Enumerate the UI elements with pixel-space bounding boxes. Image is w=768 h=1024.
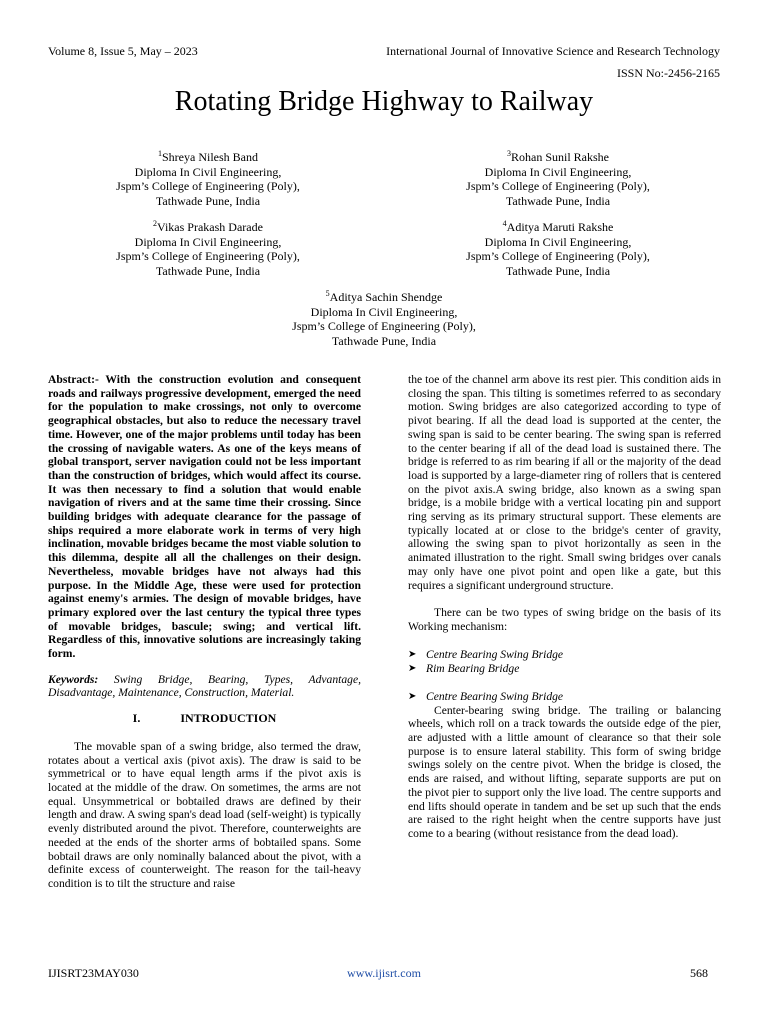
author-place: Tathwade Pune, India	[155, 193, 261, 208]
keywords-text: Swing Bridge, Bearing, Types, Advantage, Disadvantage, Maintenance, Construction, Material.	[48, 672, 361, 700]
list-item: ➤ Centre Bearing Swing Bridge	[408, 647, 564, 661]
author-college: Jspm’s College of Engineering (Poly),	[116, 249, 300, 263]
author-college: Jspm’s College of Engineering (Poly),	[466, 179, 650, 193]
author-dept: Diploma In Civil Engineering,	[134, 164, 282, 179]
author-dept: Diploma In Civil Engineering,	[484, 234, 632, 249]
author-name: Aditya Maruti Rakshe	[506, 220, 614, 234]
author-block-2	[58, 217, 358, 278]
body-paragraph: the toe of the channel arm above its rest pier. This condition aids in closing the span. This tilting is sometimes referred to as secondary motion. Swing bridges are also categorized according to type of pivot bearing. If all the dead load is supported at the center, the swing span is said to be center bearing. The swing span is referred to the center bearing if all of the dead load is sustained there. The bridge is referred to as rim bearing if all or the majority of the dead load is supported by a large-diameter ring of rollers that is centered on the pivot axis.A swing bridge, also known as a swing span bridge, is a mobile bridge with a vertical locating pin and support ring serving as its primary structural support. These elements are typically located at or close to the bridge's center of gravity, allowing the swing span to pivot horizontally as seen in the animated illustration to the right. Small swing bridges over canals may only have one pivot point and open like a gate, but this requires a significant underground structure.	[408, 373, 721, 592]
body-paragraph: There can be two types of swing bridge on the basis of its Working mechanism:	[408, 606, 721, 633]
author-number: 2	[153, 219, 158, 228]
left-column	[48, 373, 361, 891]
intro-paragraph: The movable span of a swing bridge, also termed the draw, rotates about a vertical axis (pivot axis). The draw is said to be symmetrical or to have equal length arms if the pivot axis is located at the middle of the draw. On sometimes, the arms are not equal. Unsymmetrical or bobtailed draws are defined by their length and draw. A swing span's dead load (self-weight) is typically evenly distributed around the pivot. Therefore, counterweights are needed at the ends of the shorter arms of bobtailed spans. Some bobtail draws are only nominally balanced about the pivot, with a definite excess of counterweight. The reason for the tail-heavy condition is to tilt the structure and raise	[48, 739, 361, 890]
author-dept: Diploma In Civil Engineering,	[310, 304, 458, 319]
author-college: Jspm’s College of Engineering (Poly),	[292, 319, 476, 333]
author-block-4	[408, 217, 708, 278]
subsection-heading	[408, 690, 721, 704]
author-name: Rohan Sunil Rakshe	[511, 150, 609, 164]
author-number: 3	[507, 149, 511, 158]
abstract: Abstract:- With the construction evolution and consequent roads and railways progressive development, emerged the need for the population to make crossings, not only to overcome geographical obstacles, but also to reduce the necessary travel time. However, one of the major problems until today has been the crossing of navigable waters. As one of the keys means of global transport, server navigation could not be less important than the construction of bridges, which would affect its course. It was then necessary to find a solution that would enable navigation of rivers and at the same time their crossing. Since building bridges with adequate clearance for the passage of ships required a more elaborate work in terms of very high inclination, movable bridges became the most viable solution to this dilemma, despite all all the challenges on their design. Nevertheless, movable bridges have not always had this purpose. In the Middle Age, these were used for protection against enemy's armies. The design of movable bridges, have primary explored over the last century the typical three types of movable bridges, bascule; swing; and vertical lift. Regardless of this, innovative solutions are increasingly taking form.	[48, 373, 361, 661]
author-block-1	[58, 147, 358, 208]
author-number: 1	[158, 149, 162, 158]
list-item: ➤ Rim Bearing Bridge	[408, 661, 520, 675]
author-college: Jspm’s College of Engineering (Poly),	[466, 249, 650, 263]
author-dept: Diploma In Civil Engineering,	[134, 234, 282, 249]
keywords	[48, 673, 361, 700]
paper-id: IJISRT23MAY030	[48, 966, 139, 980]
section-title: INTRODUCTION	[180, 711, 277, 726]
journal-volume: Volume 8, Issue 5, May – 2023	[48, 44, 198, 58]
author-place: Tathwade Pune, India	[331, 333, 437, 348]
author-name: Vikas Prakash Darade	[157, 220, 263, 234]
page-number: 568	[690, 966, 708, 980]
author-place: Tathwade Pune, India	[505, 193, 611, 208]
author-number: 4	[502, 219, 507, 228]
arrow-bullet-icon: ➤	[408, 662, 417, 674]
body-paragraph: Center-bearing swing bridge. The trailing or balancing wheels, which roll on a track towards the outside edge of the pier, are adjusted with a little amount of clearance so that their sole purpose is to ensure lateral stability. This form of swing bridge swings solely on the centre pivot. When the bridge is closed, the ends are raised, and without lifting, separate supports are put on the pivot pier to support only the live load. The centre supports and end lifts should operate in tandem and be set up such that the ends are raised to the right height when the centre supports have just come to a bearing (without resistance from the dead load).	[408, 703, 721, 840]
author-place: Tathwade Pune, India	[155, 263, 261, 278]
section-number: I.	[132, 711, 141, 726]
section-heading	[48, 712, 361, 726]
author-place: Tathwade Pune, India	[505, 263, 611, 278]
author-block-5	[234, 287, 534, 348]
keywords-label: Keywords:	[48, 672, 99, 686]
swing-bridge-types-list	[408, 648, 721, 676]
author-block-3	[408, 147, 708, 208]
right-column	[408, 373, 721, 841]
paper-title: Rotating Bridge Highway to Railway	[174, 86, 594, 117]
journal-name: International Journal of Innovative Science and Research Technology	[386, 44, 720, 58]
journal-url-link[interactable]: www.ijisrt.com	[347, 966, 421, 980]
issn: ISSN No:-2456-2165	[616, 66, 720, 80]
author-number: 5	[325, 289, 330, 298]
author-name: Aditya Sachin Shendge	[329, 290, 443, 304]
arrow-bullet-icon: ➤	[408, 648, 417, 660]
author-college: Jspm’s College of Engineering (Poly),	[116, 179, 300, 193]
author-name: Shreya Nilesh Band	[162, 150, 258, 164]
subsection-title: ➤ Centre Bearing Swing Bridge	[408, 689, 564, 703]
arrow-bullet-icon: ➤	[408, 690, 417, 702]
author-dept: Diploma In Civil Engineering,	[484, 164, 632, 179]
